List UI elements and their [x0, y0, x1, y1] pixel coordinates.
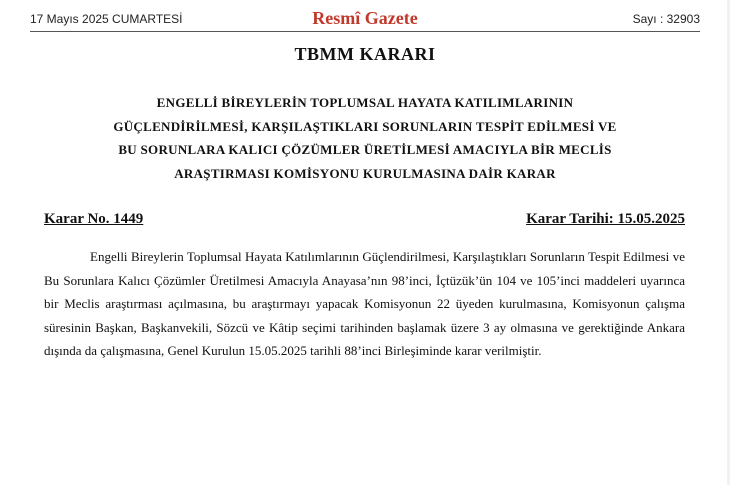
decision-headline [40, 91, 690, 185]
header-divider [30, 31, 700, 32]
headline-line: ENGELLİ BİREYLERİN TOPLUMSAL HAYATA KATILIMLARININ [156, 95, 574, 110]
headline-line: BU SORUNLARA KALICI ÇÖZÜMLER ÜRETİLMESİ AMACIYLA BİR MECLİS [118, 142, 612, 157]
decision-body: Engelli Bireylerin Toplumsal Hayata Katılımlarının Güçlendirilmesi, Karşılaştıkları Sorunların Tespit Edilmesi ve Bu Sorunlara Kalıcı Çözümler Üretilmesi Amacıyla Anayasa’nın 98’inci, İçtüzük’ün 104 ve 105’inci maddeleri uyarınca bir Meclis araştırması açılmasına, bu araştırmayı yapacak Komisyonun 22 üyeden kurulmasına, Komisyonun çalışma süresinin Başkan, Başkanvekili, Sözcü ve Kâtip seçimi tarihinden başlamak üzere 3 ay olmasına ve gerektiğinde Ankara dışında da çalışmasına, Genel Kurulun 15.05.2025 tarihli 88’inci Birleşiminde karar verilmiştir. [44, 249, 685, 358]
masthead-title: Resmî Gazete [312, 8, 418, 28]
section-title: TBMM KARARI [294, 44, 436, 64]
gazette-header [30, 8, 700, 30]
publication-date: 17 Mayıs 2025 CUMARTESİ [30, 12, 183, 26]
decision-date: Karar Tarihi: 15.05.2025 [526, 211, 685, 227]
headline-line: GÜÇLENDİRİLMESİ, KARŞILAŞTIKLARI SORUNLARIN TESPİT EDİLMESİ VE [113, 118, 617, 134]
decision-number: Karar No. 1449 [44, 211, 144, 227]
issue-number: Sayı : 32903 [632, 12, 700, 26]
headline-line: ARAŞTIRMASI KOMİSYONU KURULMASINA DAİR KARAR [174, 165, 556, 181]
decision-meta [44, 211, 685, 233]
